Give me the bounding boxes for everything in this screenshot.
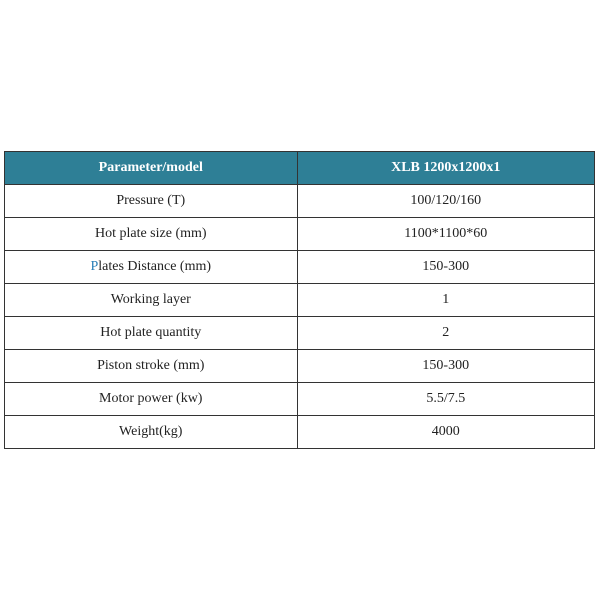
spec-table bbox=[4, 151, 595, 449]
row-param: Hot plate size (mm) bbox=[5, 218, 298, 251]
header-model: XLB 1200x1200x1 bbox=[297, 152, 594, 185]
row-value: 1100*1100*60 bbox=[297, 218, 594, 251]
row-value: 5.5/7.5 bbox=[297, 383, 594, 416]
table-row bbox=[5, 317, 595, 350]
row-param-first-letter: P bbox=[90, 259, 99, 274]
row-value: 150-300 bbox=[297, 251, 594, 284]
table-row bbox=[5, 416, 595, 449]
row-value: 2 bbox=[297, 317, 594, 350]
header-parameter: Parameter/model bbox=[5, 152, 298, 185]
row-param bbox=[5, 251, 298, 284]
table-row bbox=[5, 185, 595, 218]
row-param: Pressure (T) bbox=[5, 185, 298, 218]
table-row bbox=[5, 383, 595, 416]
row-value: 1 bbox=[297, 284, 594, 317]
row-param: Hot plate quantity bbox=[5, 317, 298, 350]
row-value: 4000 bbox=[297, 416, 594, 449]
row-value: 100/120/160 bbox=[297, 185, 594, 218]
row-param: Working layer bbox=[5, 284, 298, 317]
table-row bbox=[5, 350, 595, 383]
table-row bbox=[5, 218, 595, 251]
row-param: Piston stroke (mm) bbox=[5, 350, 298, 383]
row-param-rest: lates Distance (mm) bbox=[98, 259, 212, 274]
row-param: Weight(kg) bbox=[5, 416, 298, 449]
table-row bbox=[5, 251, 595, 284]
row-param: Motor power (kw) bbox=[5, 383, 298, 416]
row-value: 150-300 bbox=[297, 350, 594, 383]
table-row bbox=[5, 284, 595, 317]
table-header-row bbox=[5, 152, 595, 185]
